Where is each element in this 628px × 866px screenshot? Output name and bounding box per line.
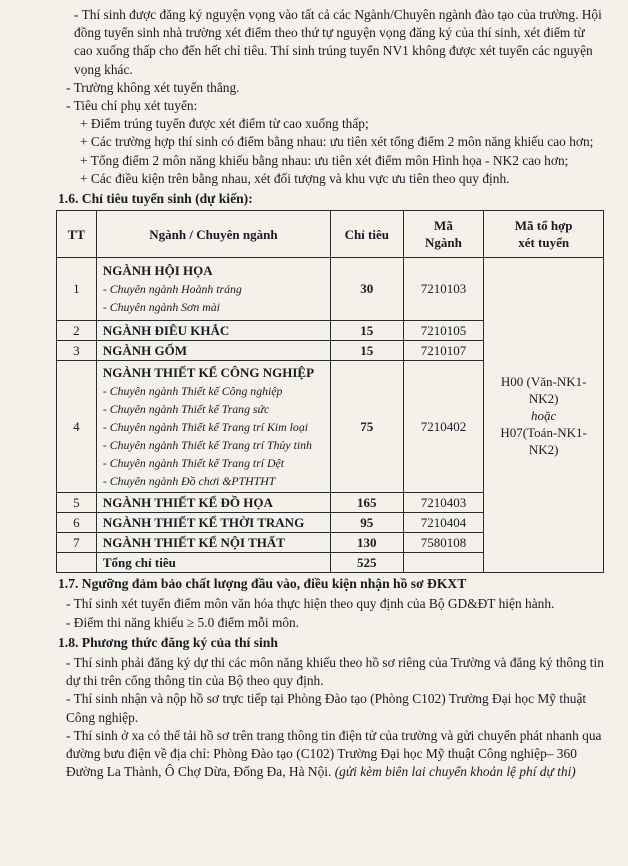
section-1-8-note: (gửi kèm biên lai chuyển khoản lệ phí dự thi) xyxy=(334,764,576,780)
table-row xyxy=(57,258,604,321)
major-name: NGÀNH HỘI HỌA xyxy=(102,263,213,279)
section-1-8-item: - Thí sinh nhận và nộp hồ sơ trực tiếp tại Phòng Đào tạo (Phòng C102) Trường Đại học Mỹ thuật Công nghiệp. xyxy=(66,691,587,725)
row-major xyxy=(96,493,330,513)
row-major xyxy=(96,321,330,341)
header-code-line1: Mã xyxy=(434,218,453,234)
row-code: 7210403 xyxy=(403,493,484,513)
row-tt: 5 xyxy=(57,493,97,513)
major-name: NGÀNH THIẾT KẾ NỘI THẤT xyxy=(102,534,285,550)
header-major: Ngành / Chuyên ngành xyxy=(96,211,330,258)
row-code: 7210107 xyxy=(403,341,484,361)
header-combo xyxy=(484,211,604,258)
intro-no-direct-admission: - Trường không xét tuyển thẳng. xyxy=(66,79,240,95)
sub-major: - Chuyên ngành Hoành tráng xyxy=(102,282,242,297)
row-quota: 165 xyxy=(330,493,403,513)
row-tt: 7 xyxy=(57,533,97,553)
row-code: 7210402 xyxy=(403,361,484,493)
row-code: 7210105 xyxy=(403,321,484,341)
header-code-line2: Ngành xyxy=(425,235,462,251)
header-code xyxy=(403,211,484,258)
row-major xyxy=(96,361,330,493)
row-quota: 95 xyxy=(330,513,403,533)
row-major xyxy=(96,341,330,361)
criteria-item: + Các điều kiện trên bằng nhau, xét đối tượng và khu vực ưu tiên theo quy định. xyxy=(80,170,510,186)
combo-line1: H00 (Văn-NK1-NK2) xyxy=(500,373,587,406)
header-quota: Chỉ tiêu xyxy=(330,211,403,258)
major-name: NGÀNH GỐM xyxy=(102,342,187,358)
header-combo-line2: xét tuyển xyxy=(518,235,570,251)
sub-major: - Chuyên ngành Đồ chơi &PTHTHT xyxy=(102,473,276,488)
total-value: 525 xyxy=(330,553,403,573)
quota-table xyxy=(56,210,604,573)
row-code: 7210103 xyxy=(403,258,484,321)
row-major xyxy=(96,258,330,321)
row-tt: 1 xyxy=(57,258,97,321)
section-1-8-last-text: - Thí sinh ở xa có thể tải hồ sơ trên trang thông tin điện tử của trường và gửi chuyển phát nhanh qua đường bưu điện về địa chỉ: Phòng Đào tạo (C102) Trường Đại học Mỹ thuật Công nghiệp– 360 Đường La Thành, Ô Chợ Dừa, Đống Đa, Hà Nội. xyxy=(66,727,602,780)
row-tt: 2 xyxy=(57,321,97,341)
major-name: NGÀNH ĐIÊU KHẮC xyxy=(102,322,230,338)
row-tt: 4 xyxy=(57,361,97,493)
table-header-row xyxy=(57,211,604,258)
row-tt: 6 xyxy=(57,513,97,533)
section-1-6-title: 1.6. Chỉ tiêu tuyển sinh (dự kiến): xyxy=(58,191,253,207)
row-quota: 15 xyxy=(330,321,403,341)
sub-major: - Chuyên ngành Thiết kế Trang trí Kim loại xyxy=(102,419,308,434)
section-1-7-item: - Thí sinh xét tuyển điểm môn văn hóa thực hiện theo quy định của Bộ GD&ĐT hiện hành. xyxy=(66,596,555,612)
major-name: NGÀNH THIẾT KẾ CÔNG NGHIỆP xyxy=(102,364,315,380)
total-label xyxy=(96,553,330,573)
section-1-7-title: 1.7. Ngưỡng đảm bảo chất lượng đầu vào, điều kiện nhận hồ sơ ĐKXT xyxy=(58,576,467,592)
row-quota: 130 xyxy=(330,533,403,553)
row-code: 7210404 xyxy=(403,513,484,533)
header-tt: TT xyxy=(57,211,97,258)
sub-major: - Chuyên ngành Thiết kế Trang trí Thủy tinh xyxy=(102,437,312,452)
sub-major: - Chuyên ngành Sơn mài xyxy=(102,300,220,315)
major-name: NGÀNH THIẾT KẾ ĐỒ HỌA xyxy=(102,494,273,510)
row-quota: 30 xyxy=(330,258,403,321)
combo-cell xyxy=(484,258,604,573)
total-label-text: Tổng chỉ tiêu xyxy=(102,554,176,570)
combo-line2: hoặc xyxy=(531,407,557,423)
combo-line3: H07(Toán-NK1-NK2) xyxy=(500,424,587,457)
sub-major: - Chuyên ngành Thiết kế Công nghiệp xyxy=(102,383,283,398)
section-1-8-item xyxy=(58,727,604,782)
row-major xyxy=(96,513,330,533)
criteria-item: + Tổng điểm 2 môn năng khiếu bằng nhau: ưu tiên xét điểm môn Hình họa - NK2 cao hơn; xyxy=(80,152,569,168)
intro-criteria-heading: - Tiêu chí phụ xét tuyển: xyxy=(66,98,198,114)
sub-major: - Chuyên ngành Thiết kế Trang sức xyxy=(102,401,270,416)
header-combo-line1: Mã tổ hợp xyxy=(514,218,573,234)
row-tt: 3 xyxy=(57,341,97,361)
total-code-empty xyxy=(403,553,484,573)
section-1-8-title: 1.8. Phương thức đăng ký của thí sinh xyxy=(58,634,278,650)
criteria-item: + Điểm trúng tuyển được xét điểm từ cao xuống thấp; xyxy=(80,116,369,132)
section-1-8-item: - Thí sinh phải đăng ký dự thi các môn năng khiếu theo hồ sơ riêng của Trường và đăng ký thông tin dự thi trên cổng thông tin của Bộ theo quy định. xyxy=(66,655,604,689)
intro-paragraph: - Thí sinh được đăng ký nguyện vọng vào tất cả các Ngành/Chuyên ngành đào tạo của trường. Hội đồng tuyển sinh nhà trường xét điểm theo thứ tự nguyện vọng đăng ký của thí sinh, xét điểm từ cao xuống thấp cho đến hết chỉ tiêu. Thí sinh trúng tuyển NV1 không được xét tuyển các nguyện vọng khác. xyxy=(74,7,602,77)
row-major xyxy=(96,533,330,553)
row-quota: 75 xyxy=(330,361,403,493)
sub-major: - Chuyên ngành Thiết kế Trang trí Dệt xyxy=(102,455,285,470)
section-1-7-item: - Điểm thi năng khiếu ≥ 5.0 điểm mỗi môn. xyxy=(66,614,300,630)
criteria-item: + Các trường hợp thí sinh có điểm bằng nhau: ưu tiên xét tổng điểm 2 môn năng khiếu cao hơn; xyxy=(80,134,594,150)
row-quota: 15 xyxy=(330,341,403,361)
major-name: NGÀNH THIẾT KẾ THỜI TRANG xyxy=(102,514,305,530)
row-code: 7580108 xyxy=(403,533,484,553)
total-tt-empty xyxy=(57,553,97,573)
